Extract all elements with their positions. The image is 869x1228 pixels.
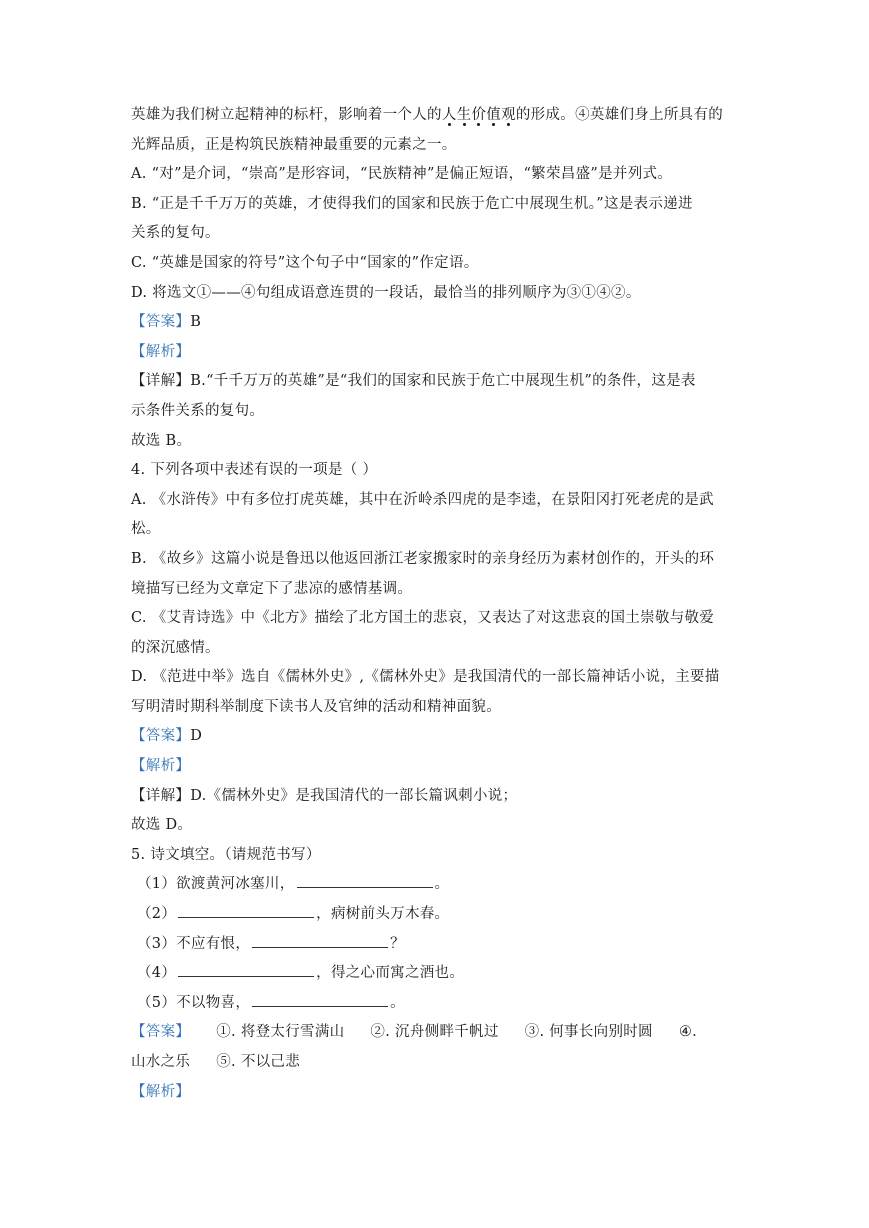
emphasis-char: 生 bbox=[456, 107, 472, 123]
emphasized-phrase bbox=[442, 107, 516, 123]
q4-answer bbox=[131, 722, 743, 752]
item-text: （2） bbox=[137, 906, 177, 923]
fill-blank bbox=[178, 903, 314, 918]
emphasis-char: 观 bbox=[501, 107, 516, 123]
item-text: ，病树前头万木春。 bbox=[316, 906, 450, 923]
q5-item-2 bbox=[131, 900, 743, 930]
analysis-tag: 【解析】 bbox=[131, 1083, 191, 1100]
item-text: ？ bbox=[390, 935, 405, 952]
q5-item-1 bbox=[131, 870, 743, 900]
q3-detail-cont: 示条件关系的复句。 bbox=[131, 402, 265, 419]
q4-option-a: A. 《水浒传》中有多位打虎英雄，其中在沂岭杀四虎的是李逵，在景阳冈打死老虎的是武 bbox=[131, 491, 714, 508]
q4-option-c: C. 《艾青诗选》中《北方》描绘了北方国土的悲哀，又表达了对这悲哀的国土崇敬与敬爱 bbox=[131, 610, 715, 627]
q5-analysis bbox=[131, 1078, 743, 1108]
fill-blank bbox=[297, 873, 433, 888]
passage-line bbox=[131, 101, 743, 131]
item-text: ，得之心而寓之酒也。 bbox=[316, 965, 465, 982]
item-text: （1）欲渡黄河冰塞川， bbox=[137, 876, 295, 893]
q3-option-b-cont: 关系的复句。 bbox=[131, 225, 220, 242]
answer-value: D bbox=[190, 728, 203, 745]
answer-tag: 【答案】 bbox=[131, 728, 191, 745]
q4-analysis bbox=[131, 752, 743, 782]
passage-text: 英雄为我们树立起精神的标杆，影响着一个人的 bbox=[131, 107, 442, 123]
emphasis-char: 值 bbox=[486, 107, 502, 123]
item-text: 。 bbox=[390, 994, 405, 1011]
answer-tag: 【答案】 bbox=[131, 1024, 191, 1041]
item-text: （3）不应有恨， bbox=[137, 935, 251, 952]
q3-detail: 【详解】B.“千千万万的英雄”是“我们的国家和民族于危亡中展现生机”的条件，这是表 bbox=[131, 373, 696, 390]
q3-option-d: D. 将选文①——④句组成语意连贯的一段话，最恰当的排列顺序为③①④②。 bbox=[131, 284, 641, 301]
analysis-tag: 【解析】 bbox=[131, 758, 191, 775]
passage-text: 的形成。④英雄们身上所具有的 bbox=[515, 107, 724, 123]
emphasis-char: 人 bbox=[441, 107, 457, 123]
answer-item: ③. 何事长向别时圆 bbox=[524, 1024, 653, 1041]
fill-blank bbox=[252, 992, 388, 1007]
q5-item-4 bbox=[131, 959, 743, 989]
q3-answer bbox=[131, 308, 743, 338]
q4-option-d: D. 《范进中举》选自《儒林外史》,《儒林外史》是我国清代的一部长篇神话小说，主要描 bbox=[131, 669, 720, 686]
q3-option-b: B. “正是千千万万的英雄，才使得我们的国家和民族于危亡中展现生机。”这是表示递进 bbox=[131, 195, 693, 212]
answer-item: ④. bbox=[678, 1024, 698, 1041]
q4-conclusion: 故选 D。 bbox=[131, 817, 193, 834]
document-page bbox=[131, 101, 743, 1107]
q4-option-b: B. 《故乡》这篇小说是鲁迅以他返回浙江老家搬家时的亲身经历为素材创作的，开头的环 bbox=[131, 550, 715, 567]
q5-answer-cont bbox=[131, 1048, 743, 1078]
q4-detail: 【详解】D.《儒林外史》是我国清代的一部长篇讽刺小说； bbox=[131, 787, 518, 804]
item-text: （5）不以物喜， bbox=[137, 994, 251, 1011]
item-text: （4） bbox=[137, 965, 177, 982]
q5-answer bbox=[131, 1018, 743, 1048]
fill-blank bbox=[252, 933, 388, 948]
emphasis-char: 价 bbox=[471, 107, 487, 123]
q3-conclusion: 故选 B。 bbox=[131, 432, 192, 449]
q3-option-c: C. “英雄是国家的符号”这个句子中“国家的”作定语。 bbox=[131, 254, 479, 271]
answer-item: ①. 将登太行雪满山 bbox=[216, 1024, 345, 1041]
answer-value: B bbox=[190, 314, 202, 331]
analysis-tag: 【解析】 bbox=[131, 343, 191, 360]
q3-analysis bbox=[131, 338, 743, 368]
q4-option-a-cont: 松。 bbox=[131, 521, 161, 538]
fill-blank bbox=[178, 962, 314, 977]
q4-stem: 4. 下列各项中表述有误的一项是（ ） bbox=[131, 462, 378, 479]
q5-item-3 bbox=[131, 930, 743, 960]
answer-tag: 【答案】 bbox=[131, 314, 191, 331]
answer-item: ②. 沉舟侧畔千帆过 bbox=[370, 1024, 499, 1041]
item-text: 。 bbox=[434, 876, 450, 893]
q4-option-c-cont: 的深沉感情。 bbox=[131, 639, 220, 656]
answer-item: ⑤. 不以己悲 bbox=[216, 1054, 301, 1070]
q4-option-b-cont: 境描写已经为文章定下了悲凉的感情基调。 bbox=[131, 580, 413, 597]
q4-option-d-cont: 写明清时期科举制度下读书人及官绅的活动和精神面貌。 bbox=[131, 698, 501, 715]
q3-option-a: A. “对”是介词，“崇高”是形容词，“民族精神”是偏正短语，“繁荣昌盛”是并列式。 bbox=[131, 166, 673, 183]
q5-stem: 5. 诗文填空。（请规范书写） bbox=[131, 846, 321, 863]
emphasized-text bbox=[442, 107, 516, 123]
passage-line: 光辉品质，正是构筑民族精神最重要的元素之一。 bbox=[131, 136, 457, 153]
answer-item: 山水之乐 bbox=[131, 1054, 191, 1070]
q5-item-5 bbox=[131, 989, 743, 1019]
